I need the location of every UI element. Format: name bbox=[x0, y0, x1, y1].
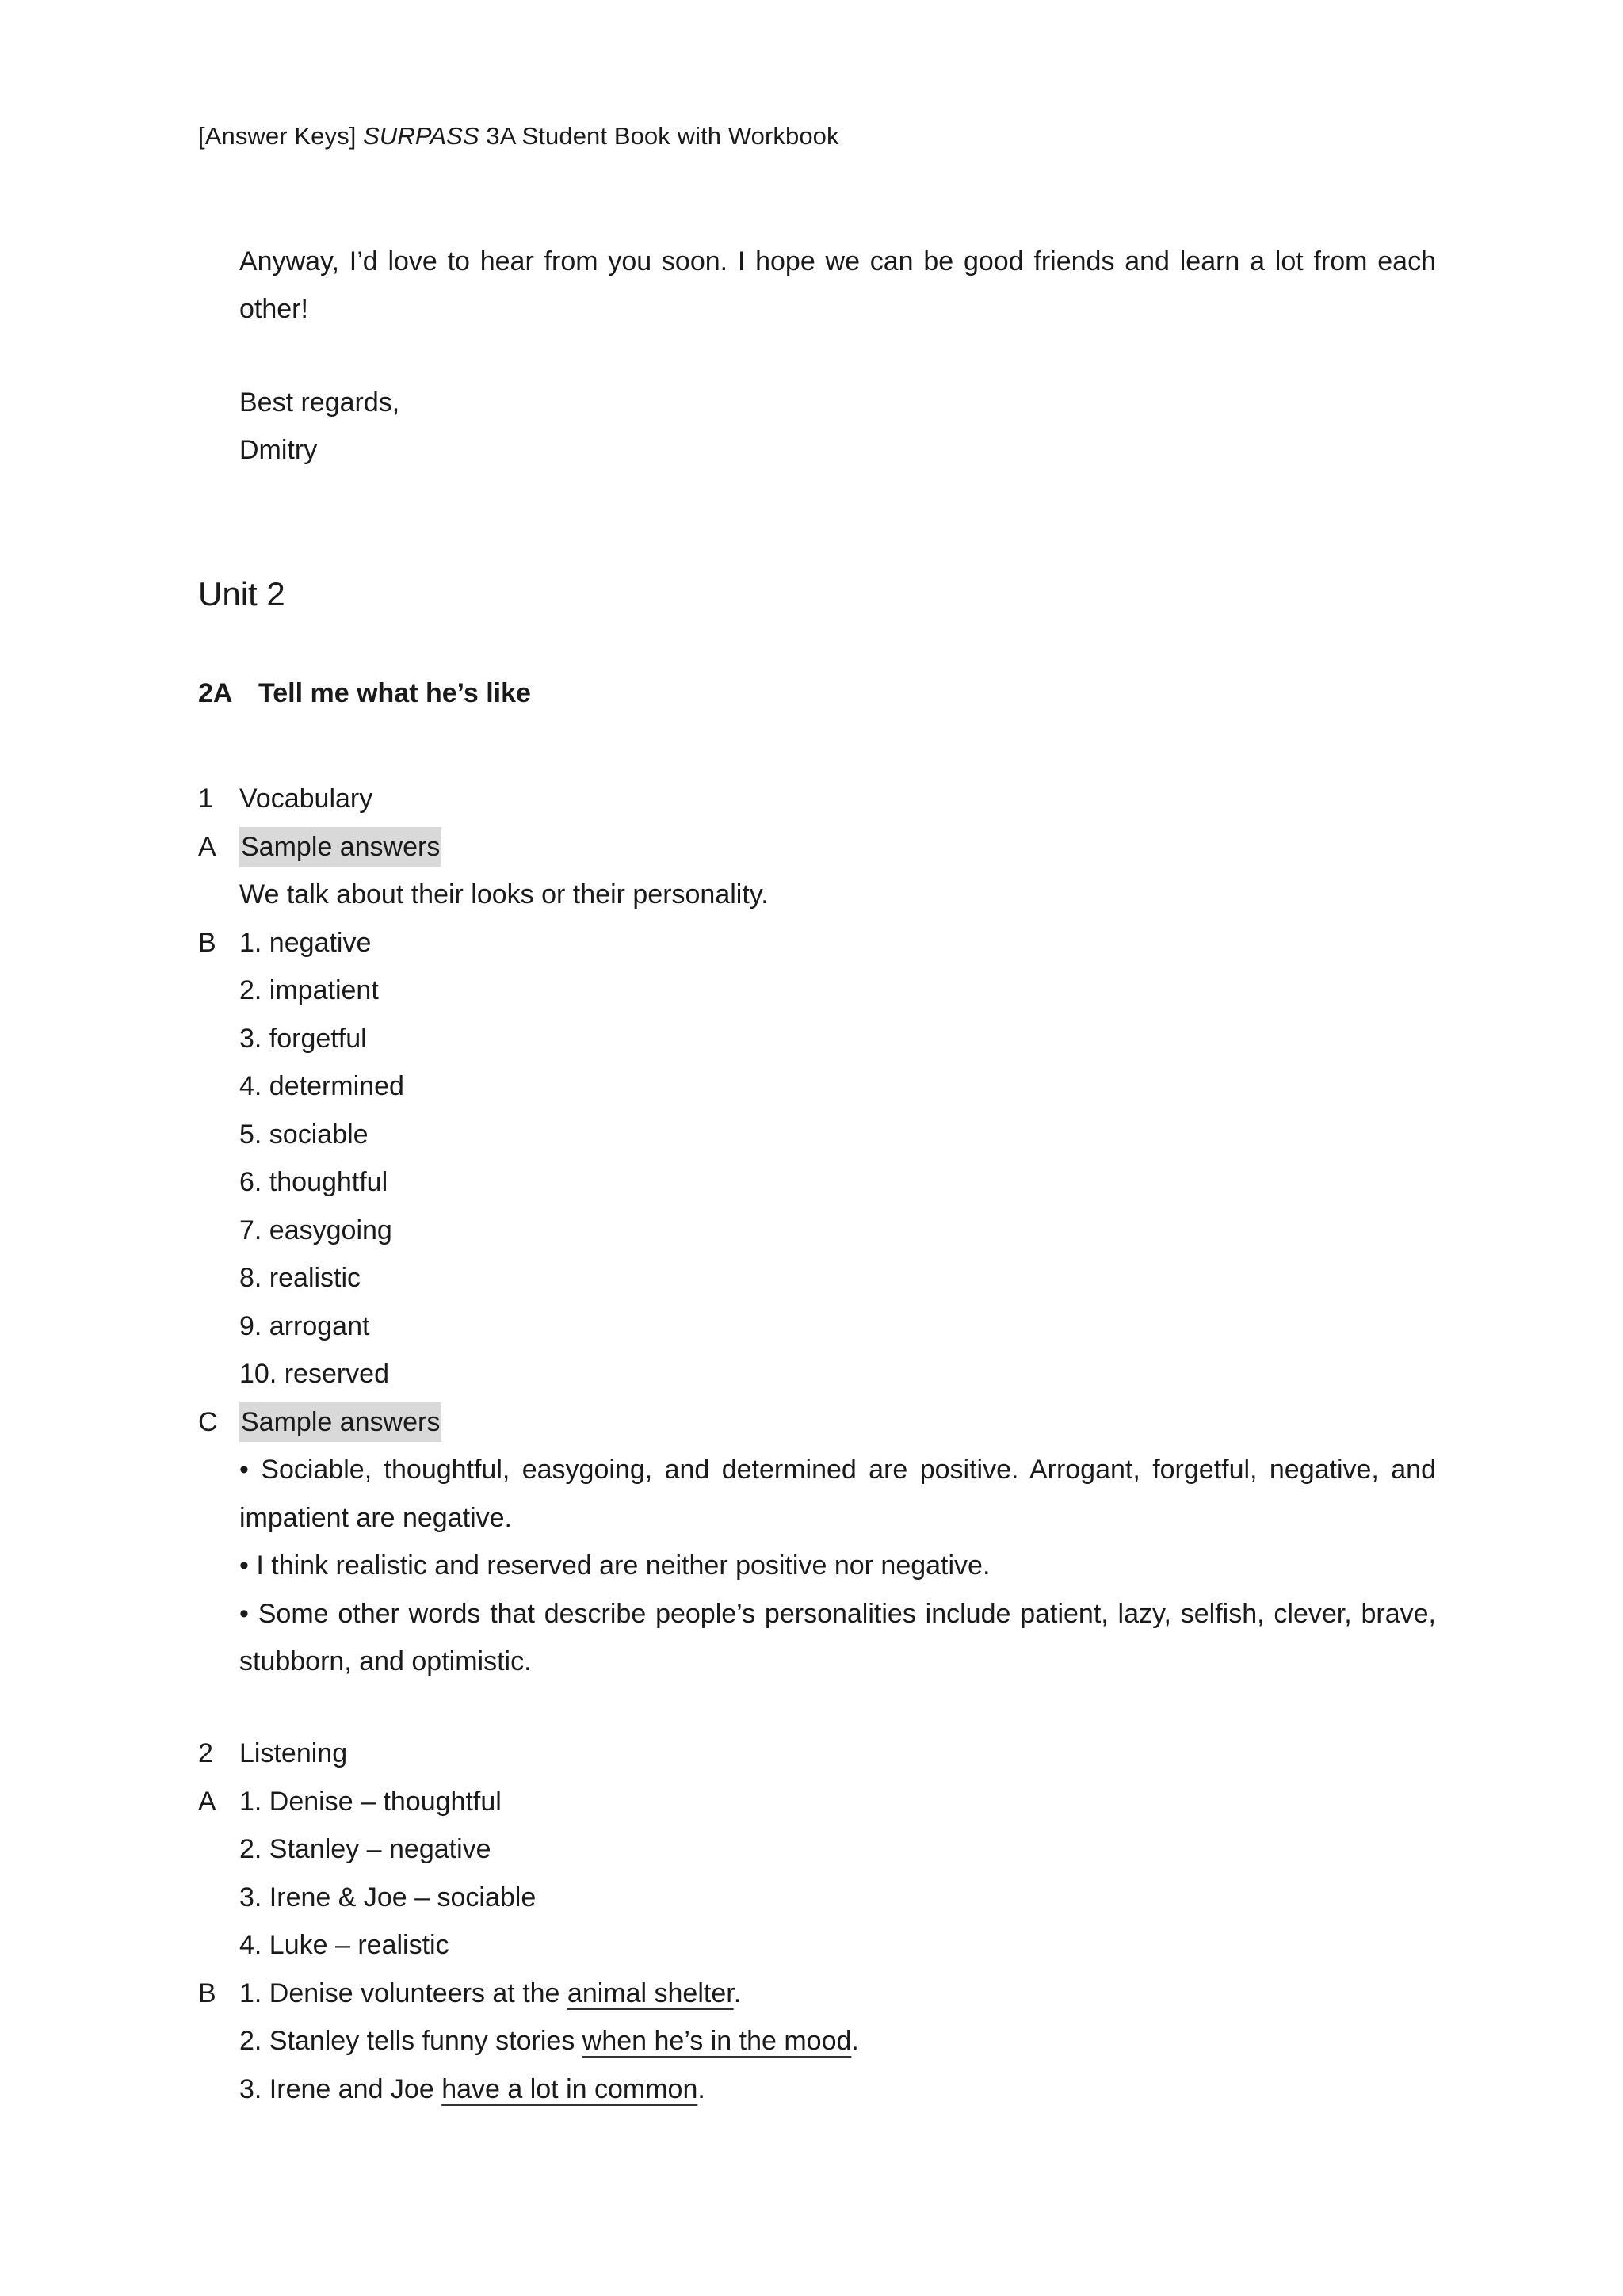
vocabulary-b-item: 4. determined bbox=[239, 1071, 404, 1101]
sentence-end: . bbox=[851, 2026, 859, 2056]
section-title bbox=[198, 678, 531, 709]
listening-section bbox=[0, 1730, 1623, 2113]
list-item bbox=[0, 1874, 1623, 1922]
sentence-text: 1. Denise volunteers at the bbox=[239, 1978, 567, 2008]
list-item bbox=[0, 2017, 1623, 2065]
vocabulary-number: 1 bbox=[198, 784, 213, 814]
listening-b-item bbox=[239, 2017, 859, 2065]
sentence-text: 3. Irene and Joe bbox=[239, 2073, 442, 2104]
header-book-title: SURPASS bbox=[363, 122, 479, 150]
vocabulary-b-item: 6. thoughtful bbox=[239, 1167, 388, 1197]
letter-closing-paragraph: Anyway, I’d love to hear from you soon. I hope we can be good friends and learn a lot from each other! bbox=[239, 246, 1436, 324]
vocabulary-title: Vocabulary bbox=[239, 784, 373, 814]
underlined-answer: have a lot in common bbox=[441, 2073, 698, 2104]
listening-b-item bbox=[239, 2065, 705, 2114]
vocabulary-b-item: 9. arrogant bbox=[239, 1310, 370, 1341]
unit-title: Unit 2 bbox=[198, 575, 285, 612]
vocabulary-heading bbox=[0, 775, 1623, 823]
list-item bbox=[0, 1825, 1623, 1874]
header-suffix: 3A Student Book with Workbook bbox=[479, 122, 839, 150]
letter-sign-off: Best regards, bbox=[239, 387, 400, 418]
list-item bbox=[0, 1921, 1623, 1970]
list-item bbox=[0, 1778, 1623, 1826]
underlined-answer: when he’s in the mood bbox=[582, 2026, 852, 2056]
vocabulary-b-item: 5. sociable bbox=[239, 1119, 369, 1150]
listening-a-item: 1. Denise – thoughtful bbox=[239, 1786, 502, 1817]
listening-a-item: 3. Irene & Joe – sociable bbox=[239, 1882, 537, 1913]
list-item bbox=[0, 1350, 1623, 1398]
vocabulary-b-mark: B bbox=[198, 927, 216, 958]
sample-answers-label: Sample answers bbox=[239, 1402, 441, 1442]
list-item bbox=[0, 1207, 1623, 1255]
vocabulary-c-bullet: • Some other words that describe people’s personalities include patient, lazy, selfish, clever, brave, stubborn, and optimistic. bbox=[239, 1598, 1436, 1676]
sentence-text: 2. Stanley tells funny stories bbox=[239, 2026, 582, 2056]
vocabulary-b-item: 2. impatient bbox=[239, 975, 379, 1005]
vocabulary-c-bullet: • I think realistic and reserved are neither positive nor negative. bbox=[239, 1550, 991, 1581]
vocabulary-a-answer: We talk about their looks or their personality. bbox=[239, 879, 769, 910]
vocabulary-section bbox=[0, 775, 1623, 1686]
list-item bbox=[0, 1302, 1623, 1351]
list-item bbox=[0, 1158, 1623, 1207]
listening-a-mark: A bbox=[198, 1786, 216, 1817]
vocabulary-c-label-row bbox=[0, 1398, 1623, 1447]
vocabulary-b-item: 8. realistic bbox=[239, 1263, 361, 1293]
list-item bbox=[0, 1111, 1623, 1159]
listening-title: Listening bbox=[239, 1738, 348, 1768]
sample-answers-label: Sample answers bbox=[239, 827, 441, 867]
section-code: 2A bbox=[198, 678, 233, 708]
list-item bbox=[0, 919, 1623, 967]
listening-b-item bbox=[239, 1970, 741, 2018]
vocabulary-a-mark: A bbox=[198, 831, 216, 862]
list-item bbox=[0, 1015, 1623, 1063]
letter-name: Dmitry bbox=[239, 435, 318, 465]
sentence-end: . bbox=[733, 1978, 742, 2008]
vocabulary-c-bullet: • Sociable, thoughtful, easygoing, and determined are positive. Arrogant, forgetful, negative, and impatient are negative. bbox=[239, 1455, 1436, 1533]
section-name: Tell me what he’s like bbox=[258, 678, 531, 708]
listening-number: 2 bbox=[198, 1738, 213, 1768]
listening-a-item: 2. Stanley – negative bbox=[239, 1834, 491, 1864]
list-item bbox=[0, 1254, 1623, 1302]
listening-b-mark: B bbox=[198, 1978, 216, 2008]
vocabulary-c-mark: C bbox=[198, 1406, 218, 1437]
vocabulary-a-answer-row bbox=[0, 871, 1623, 919]
letter-closing bbox=[239, 238, 1436, 333]
sentence-end: . bbox=[697, 2073, 705, 2104]
vocabulary-b-item: 3. forgetful bbox=[239, 1023, 367, 1054]
underlined-answer: animal shelter bbox=[567, 1978, 734, 2008]
page-header bbox=[198, 122, 839, 151]
vocabulary-b-item: 1. negative bbox=[239, 927, 372, 958]
list-item bbox=[0, 1970, 1623, 2018]
letter-signature bbox=[239, 379, 1436, 474]
list-item bbox=[0, 1062, 1623, 1111]
list-item bbox=[0, 2065, 1623, 2114]
vocabulary-b-item: 10. reserved bbox=[239, 1359, 389, 1389]
list-item bbox=[0, 967, 1623, 1015]
listening-heading bbox=[0, 1730, 1623, 1778]
vocabulary-b-item: 7. easygoing bbox=[239, 1215, 392, 1245]
listening-a-item: 4. Luke – realistic bbox=[239, 1930, 449, 1960]
vocabulary-a-label-row bbox=[0, 823, 1623, 871]
header-prefix: [Answer Keys] bbox=[198, 122, 364, 150]
